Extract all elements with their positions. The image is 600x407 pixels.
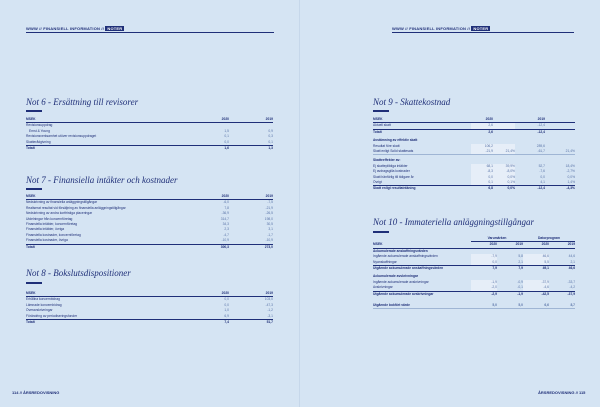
note8-title: Not 8 - Bokslutsdispositioner — [26, 268, 131, 278]
header-section: FINANSIELL INFORMATION — [409, 26, 467, 31]
table-row: Nedskrivning av andra kortfristiga placeringar -36,9 -26,5 — [26, 211, 273, 216]
note8-table — [26, 291, 273, 325]
col-header: MSEK — [26, 117, 187, 123]
section-heading-row: Avstämning av effektiv skatt — [373, 138, 418, 143]
table-row: Nyanskaffningar 0,0 2,1 5,5 2,1 — [373, 259, 576, 264]
page-header-right: WWW // FINANSIELL INFORMATION // NOTER — [392, 26, 489, 31]
table-row: Överavskrivningar 1,0 -1,2 — [26, 308, 273, 313]
table-row: Utdelningar från koncernföretag 314,7 198,0 — [26, 216, 273, 221]
table-row: Nedskrivning av finansiella anläggningstillgångar -6,0 -7,5 — [26, 200, 273, 205]
table-row: Aktuell skatt 2,6 -12,4 — [373, 123, 545, 128]
header-separator: // — [39, 26, 42, 31]
page-number: 115 — [578, 390, 586, 395]
table-total-row: Utgående ackumulerade anskaffningsvärden 7,9 7,9 49,1 46,6 — [373, 266, 576, 271]
table-row: Finansiella kostnader, koncernföretag -4,7 -1,7 — [26, 232, 273, 237]
note7-title-bar — [26, 188, 42, 190]
table-row: Revisionsverksamhet utöver revisionsuppdraget 0,1 0,3 — [26, 134, 273, 139]
table-final-row: Utgående bokfört värde 5,0 5,0 6,6 8,7 — [373, 303, 576, 308]
table-header-row: MSEK 2020 2019 — [26, 194, 273, 198]
table-row: Realiserat resultat vid försäljning av finansiella anläggningstillgångar 7,8 -21,9 — [26, 205, 273, 210]
table-row: Resultat före skatt 106,2 289,6 — [373, 143, 545, 148]
note6-table — [26, 117, 273, 151]
table-row: Avskrivningar -2,0 -0,1 -4,6 -4,2 — [373, 285, 576, 290]
table-header-row: MSEK 2020 2019 — [373, 117, 575, 123]
note9-title: Not 9 - Skattekostnad — [373, 97, 451, 107]
table-row: Ernst & Young 1,5 0,9 — [29, 128, 273, 133]
page-header-left — [26, 26, 124, 31]
table-row: Ingående ackumulerade anskaffningsvärden -7,9 5,8 46,6 44,6 — [373, 254, 576, 259]
section-heading-row: Ackumulerade avskrivningar — [373, 274, 419, 279]
header-company: WWW — [392, 26, 404, 31]
note6-title-bar — [26, 110, 42, 112]
table-row: Skatt enligt Solid skattesats -21,9 21,4% -61,7 21,4% — [373, 149, 575, 154]
note9-title-bar — [373, 110, 389, 112]
table-row: Finansiella intäkter, övriga 2,3 3,1 — [26, 227, 273, 232]
table-row: Förändring av periodiseringsfonder 6,9 -3,1 — [26, 313, 273, 318]
table-total-row: Skatt enligt resultaträkning 6,8 0,0% -12,4 -4,3% — [373, 186, 575, 191]
header-separator: // — [101, 26, 105, 31]
header-tag: NOTER — [473, 26, 489, 31]
table-header-row: MSEK 2020 2019 2020 2019 — [373, 242, 576, 247]
col-header: 2020 — [187, 117, 229, 123]
table-row: Finansiella kostnader, övriga -10,9 -10,9 — [26, 238, 273, 243]
table-row: Revisionsuppdrag — [26, 123, 53, 128]
header-rule — [392, 32, 574, 33]
table-row: Ingående ackumulerade avskrivningar -1,9 -0,9 -37,9 -33,7 — [373, 279, 576, 284]
table-total-row: Totalt 1,6 1,3 — [26, 146, 273, 151]
footer-label: ÅRSREDOVISNING — [22, 390, 60, 395]
page-footer-left: 114 // ÅRSREDOVISNING — [12, 390, 60, 395]
footer-label: ÅRSREDOVISNING — [538, 390, 575, 395]
note10-table — [373, 236, 575, 309]
group-header: Varumärken — [471, 236, 523, 242]
header-tag: NOTER — [107, 26, 123, 31]
table-row: Lämnade koncernbidrag 0,0 -47,3 — [26, 302, 273, 307]
right-page — [300, 0, 600, 407]
page-footer-right: ÅRSREDOVISNING // 115 — [538, 390, 586, 395]
note7-title: Not 7 - Finansiella intäkter och kostnader — [26, 175, 178, 185]
table-header-row: MSEK 2020 2019 — [26, 291, 273, 295]
table-total-row: Totalt 300,3 273,0 — [26, 244, 273, 249]
table-total-row: Utgående ackumulerade avskrivningar -2,9 -1,9 -42,5 -37,9 — [373, 291, 576, 296]
note9-table — [373, 117, 575, 192]
section-heading-row: Ackumulerade anskaffningsvärden — [373, 248, 428, 253]
table-row: Övrigt 0,1 0,1% 4,1 1,4% — [373, 180, 575, 185]
col-header: 2019 — [229, 117, 273, 123]
table-total-row: Totalt 2,6 -12,4 — [373, 129, 575, 135]
page-number: 114 — [12, 390, 19, 395]
note8-title-bar — [26, 282, 42, 284]
table-total-row: Totalt 7,4 51,7 — [26, 320, 273, 325]
note7-table — [26, 194, 273, 250]
group-header: Datorprogram — [523, 236, 575, 242]
note10-title-bar — [373, 231, 389, 233]
table-row: Skatt hänförlig till tidigare år 0,0 0,0% 0,0 0,0% — [373, 174, 575, 179]
table-row: Ej avdragsgilla kostnader -8,3 -8,0% -7,6 -2,7% — [373, 169, 575, 174]
header-rule — [26, 32, 274, 33]
table-row: Erhållna koncernbidrag 0,0 103,0 — [26, 297, 273, 302]
header-section: FINANSIELL INFORMATION — [43, 26, 101, 31]
note10-title: Not 10 - Immateriella anläggningstillgångar — [373, 217, 534, 227]
table-row: Finansiella intäkter, koncernföretag 34,3 30,5 — [26, 222, 273, 227]
table-row: Skatterådgivning 0,0 0,1 — [26, 139, 273, 144]
table-row: Ej skattepliktiga intäkter 68,1 39,9% 52,7 18,4% — [373, 163, 575, 168]
section-heading-row: Skatteeffekter av: — [373, 158, 401, 163]
note6-title: Not 6 - Ersättning till revisorer — [26, 97, 139, 107]
header-company: WWW — [26, 26, 38, 31]
